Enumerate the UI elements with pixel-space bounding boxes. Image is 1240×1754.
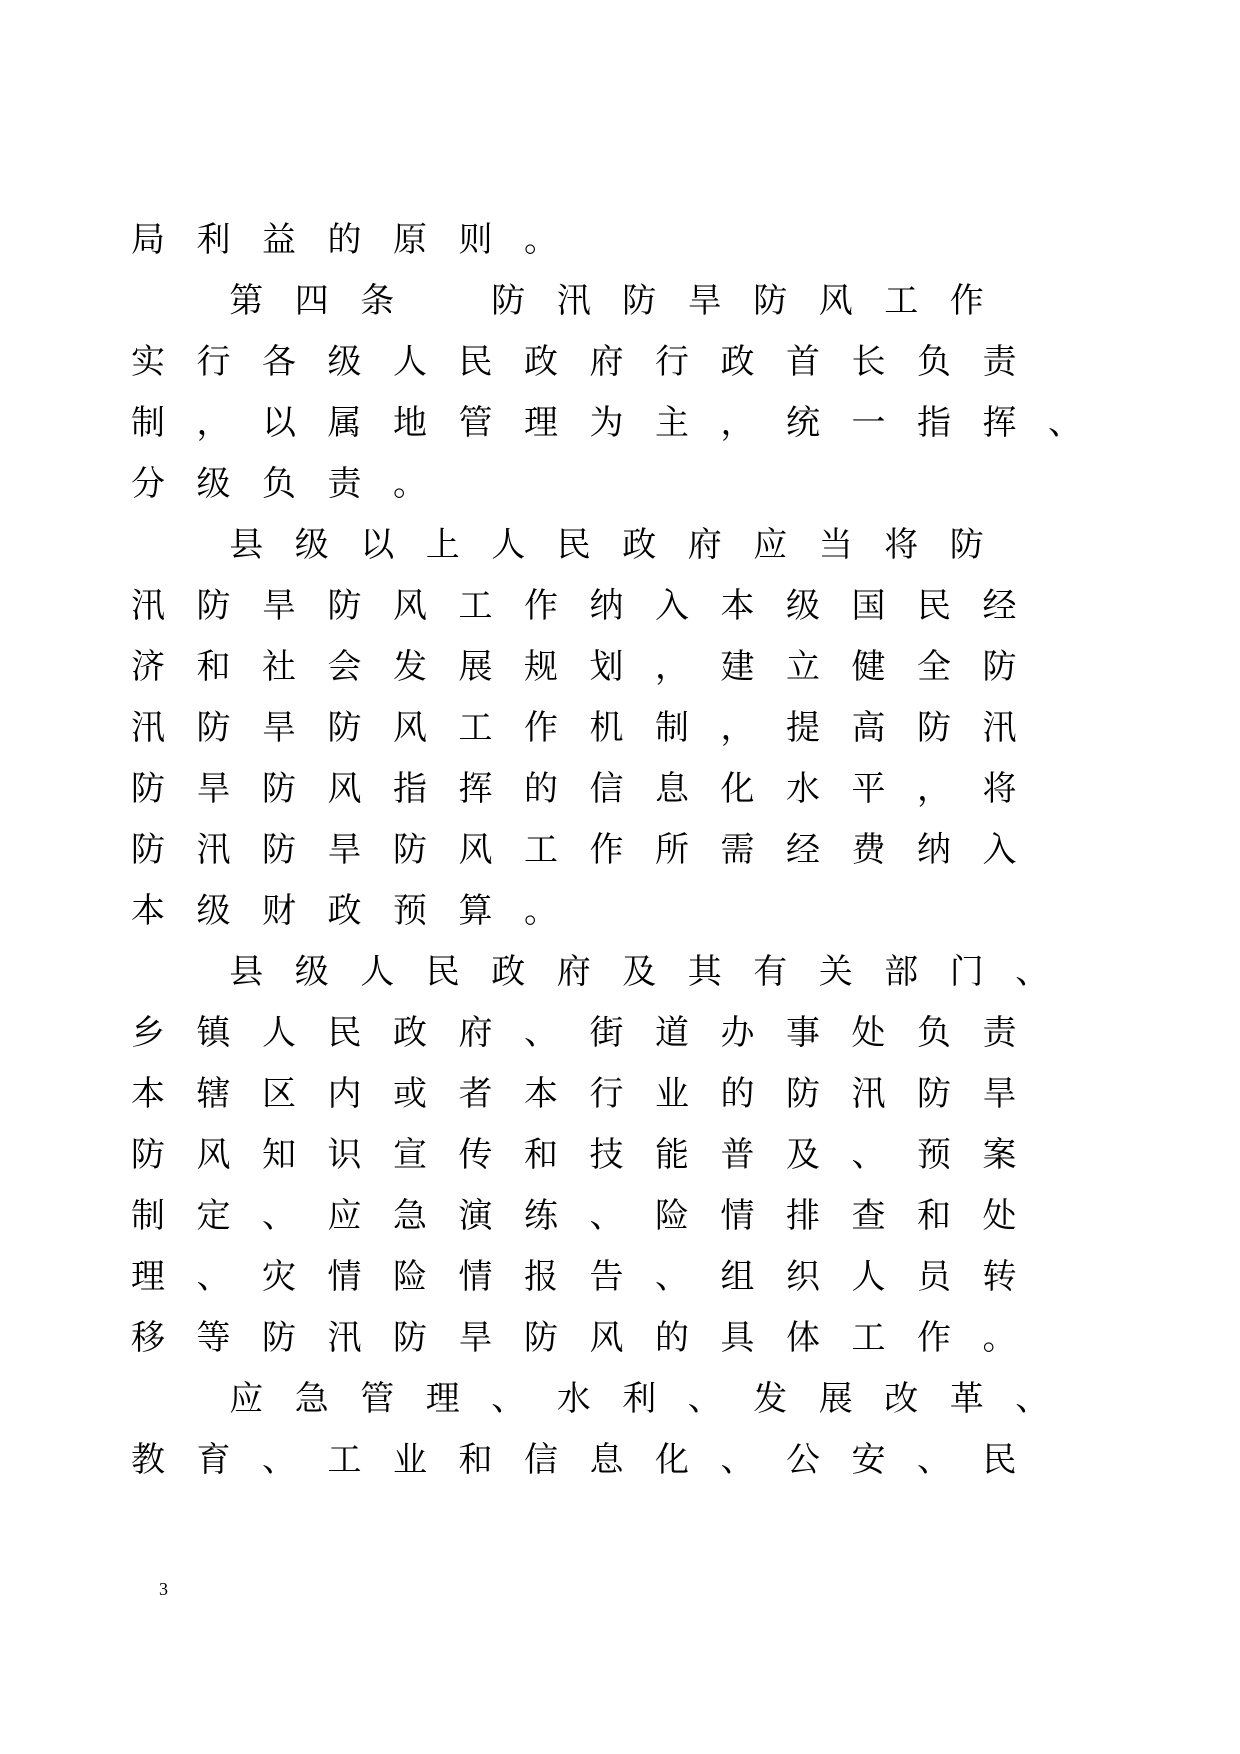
text-char: 统: [786, 403, 820, 443]
text-char: 革: [949, 1379, 984, 1419]
text-char: 政: [393, 1013, 427, 1053]
text-line: [0, 1246, 1240, 1308]
text-char: 指: [917, 403, 951, 443]
text-char: 建: [720, 647, 755, 687]
text-char: 利: [196, 220, 231, 260]
text-char: 水: [556, 1379, 591, 1419]
text-char: 其: [687, 952, 722, 992]
text-char: 本: [131, 891, 165, 931]
text-char: 理: [131, 1257, 165, 1297]
text-char: 息: [655, 769, 689, 809]
text-char: 防: [491, 281, 526, 321]
text-char: 制: [655, 708, 689, 748]
text-char: 办: [720, 1013, 755, 1053]
text-char: 风: [196, 1135, 231, 1175]
text-char: 道: [655, 1013, 689, 1053]
text-char: 汛: [851, 1074, 886, 1114]
text-char: 政: [491, 952, 526, 992]
text-char: 汛: [982, 708, 1017, 748]
text-char: 内: [327, 1074, 362, 1114]
text-char: 府: [556, 952, 591, 992]
text-char: [413, 270, 473, 332]
text-char: 政: [720, 342, 755, 382]
text-char: 防: [393, 1318, 427, 1358]
text-char: 化: [655, 1440, 689, 1480]
text-char: 行: [655, 342, 689, 382]
text-char: 则: [458, 220, 493, 260]
text-char: 、: [524, 1013, 558, 1053]
text-char: 以: [360, 525, 395, 565]
text-char: 防: [262, 830, 296, 870]
text-char: 辖: [196, 1074, 231, 1114]
text-char: 急: [393, 1196, 427, 1236]
text-char: 教: [131, 1440, 165, 1480]
text-char: ，: [196, 403, 231, 443]
text-char: 宣: [393, 1135, 427, 1175]
text-char: 处: [851, 1013, 886, 1053]
text-line: [0, 270, 1240, 332]
text-char: 预: [917, 1135, 951, 1175]
text-char: 。: [393, 464, 427, 504]
text-char: 的: [720, 1074, 755, 1114]
text-char: 镇: [196, 1013, 231, 1053]
text-char: 社: [262, 647, 296, 687]
text-char: 级: [196, 464, 231, 504]
text-char: 工: [851, 1318, 886, 1358]
text-char: 、: [851, 1135, 886, 1175]
text-char: 防: [949, 525, 984, 565]
text-line: [0, 1368, 1240, 1430]
text-char: 防: [196, 586, 231, 626]
text-char: 民: [556, 525, 591, 565]
text-line: [0, 636, 1240, 698]
text-char: 级: [294, 952, 329, 992]
text-char: 案: [982, 1135, 1017, 1175]
text-char: 防: [982, 647, 1017, 687]
text-char: 人: [491, 525, 526, 565]
text-char: 汛: [131, 708, 165, 748]
text-char: 练: [524, 1196, 558, 1236]
text-char: 分: [131, 464, 165, 504]
text-char: 。: [524, 891, 558, 931]
text-char: 定: [196, 1196, 231, 1236]
text-char: 制: [131, 403, 165, 443]
text-char: 具: [720, 1318, 755, 1358]
text-char: 划: [589, 647, 624, 687]
text-char: 民: [458, 342, 493, 382]
text-char: 上: [425, 525, 460, 565]
text-char: 本: [524, 1074, 558, 1114]
text-char: 水: [786, 769, 820, 809]
text-char: 提: [786, 708, 820, 748]
text-char: 旱: [687, 281, 722, 321]
text-char: 、: [917, 1440, 951, 1480]
text-char: 立: [786, 647, 820, 687]
text-char: 体: [786, 1318, 820, 1358]
text-line: [0, 392, 1240, 454]
text-line: [0, 514, 1240, 576]
text-char: 旱: [262, 708, 296, 748]
text-char: 民: [327, 1013, 362, 1053]
text-line: [0, 880, 1240, 942]
text-char: 或: [393, 1074, 427, 1114]
text-char: 所: [655, 830, 689, 870]
text-char: 、: [1015, 952, 1050, 992]
text-char: 旱: [196, 769, 231, 809]
text-char: 国: [851, 586, 886, 626]
text-char: 一: [851, 403, 886, 443]
text-char: 人: [262, 1013, 296, 1053]
text-char: 发: [753, 1379, 788, 1419]
text-char: 防: [196, 708, 231, 748]
text-char: 工: [524, 830, 558, 870]
text-char: 的: [524, 769, 558, 809]
text-char: 将: [884, 525, 919, 565]
text-char: 防: [786, 1074, 820, 1114]
text-char: 当: [818, 525, 853, 565]
text-char: 作: [524, 708, 558, 748]
text-line: [0, 1124, 1240, 1186]
text-char: 作: [524, 586, 558, 626]
text-char: 益: [262, 220, 296, 260]
text-char: 险: [655, 1196, 689, 1236]
text-char: 应: [229, 1379, 264, 1419]
text-char: 化: [720, 769, 755, 809]
text-char: 和: [917, 1196, 951, 1236]
text-char: 财: [262, 891, 296, 931]
text-char: 防: [262, 769, 296, 809]
text-char: 展: [458, 647, 493, 687]
text-char: 部: [884, 952, 919, 992]
text-char: 街: [589, 1013, 624, 1053]
text-char: 负: [917, 1013, 951, 1053]
text-char: 政: [327, 891, 362, 931]
text-char: 急: [294, 1379, 329, 1419]
text-char: 。: [982, 1318, 1017, 1358]
text-char: 、: [262, 1196, 296, 1236]
text-char: 入: [982, 830, 1017, 870]
text-char: 、: [1048, 403, 1082, 443]
text-char: 防: [327, 586, 362, 626]
text-char: 防: [131, 769, 165, 809]
text-char: 普: [720, 1135, 755, 1175]
text-char: 防: [131, 830, 165, 870]
text-char: 处: [982, 1196, 1017, 1236]
text-char: 实: [131, 342, 165, 382]
text-char: 、: [1015, 1379, 1050, 1419]
text-char: 的: [655, 1318, 689, 1358]
text-char: 应: [327, 1196, 362, 1236]
text-char: 首: [786, 342, 820, 382]
text-char: 级: [294, 525, 329, 565]
text-char: 、: [196, 1257, 231, 1297]
text-char: 级: [786, 586, 820, 626]
text-char: 经: [982, 586, 1017, 626]
text-char: 作: [949, 281, 984, 321]
text-char: 防: [524, 1318, 558, 1358]
text-char: 经: [786, 830, 820, 870]
text-line: [0, 1307, 1240, 1369]
text-char: 门: [949, 952, 984, 992]
text-char: 风: [393, 586, 427, 626]
text-line: [0, 1429, 1240, 1491]
text-char: ，: [917, 769, 951, 809]
text-char: 本: [131, 1074, 165, 1114]
text-char: 防: [327, 708, 362, 748]
text-char: 旱: [982, 1074, 1017, 1114]
text-char: 高: [851, 708, 886, 748]
text-char: 挥: [458, 769, 493, 809]
text-char: 及: [786, 1135, 820, 1175]
text-char: 防: [131, 1135, 165, 1175]
text-char: 主: [655, 403, 689, 443]
text-char: 技: [589, 1135, 624, 1175]
text-char: 级: [327, 342, 362, 382]
text-char: ，: [720, 403, 755, 443]
text-char: 知: [262, 1135, 296, 1175]
text-line: [0, 453, 1240, 515]
text-char: 关: [818, 952, 853, 992]
text-char: 公: [786, 1440, 820, 1480]
text-line: [0, 1063, 1240, 1125]
text-char: 本: [720, 586, 755, 626]
text-char: 防: [917, 1074, 951, 1114]
text-line: [0, 758, 1240, 820]
text-char: 旱: [458, 1318, 493, 1358]
text-line: [0, 1185, 1240, 1247]
text-line: [0, 941, 1240, 1003]
text-char: 地: [393, 403, 427, 443]
text-char: 防: [393, 830, 427, 870]
text-char: 汛: [327, 1318, 362, 1358]
text-char: 等: [196, 1318, 231, 1358]
text-char: 报: [524, 1257, 558, 1297]
text-char: 理: [524, 403, 558, 443]
text-char: 改: [884, 1379, 919, 1419]
text-char: 负: [917, 342, 951, 382]
text-char: 育: [196, 1440, 231, 1480]
text-char: 民: [982, 1440, 1017, 1480]
text-line: [0, 575, 1240, 637]
text-char: 工: [327, 1440, 362, 1480]
text-char: 能: [655, 1135, 689, 1175]
text-char: 防: [262, 1318, 296, 1358]
text-char: 机: [589, 708, 624, 748]
text-char: 风: [589, 1318, 624, 1358]
text-char: 需: [720, 830, 755, 870]
text-char: 、: [720, 1440, 755, 1480]
text-char: 责: [982, 1013, 1017, 1053]
text-line: [0, 209, 1240, 271]
text-char: 制: [131, 1196, 165, 1236]
text-char: 风: [393, 708, 427, 748]
text-char: 、: [655, 1257, 689, 1297]
text-char: 将: [982, 769, 1017, 809]
text-char: 预: [393, 891, 427, 931]
text-char: 负: [262, 464, 296, 504]
text-char: 县: [229, 525, 264, 565]
text-char: 情: [458, 1257, 493, 1297]
text-char: 民: [917, 586, 951, 626]
text-char: ，: [720, 708, 755, 748]
text-char: 展: [818, 1379, 853, 1419]
text-char: 工: [458, 586, 493, 626]
text-char: 属: [327, 403, 362, 443]
text-char: 管: [360, 1379, 395, 1419]
text-char: 事: [786, 1013, 820, 1053]
text-char: 入: [655, 586, 689, 626]
text-char: 及: [622, 952, 657, 992]
text-char: 情: [327, 1257, 362, 1297]
text-char: 演: [458, 1196, 493, 1236]
text-char: 行: [196, 342, 231, 382]
text-char: 费: [851, 830, 886, 870]
text-char: 人: [393, 342, 427, 382]
text-char: 各: [262, 342, 296, 382]
text-char: 县: [229, 952, 264, 992]
text-char: 政: [622, 525, 657, 565]
text-char: 级: [196, 891, 231, 931]
text-char: 第: [229, 281, 264, 321]
text-char: 的: [327, 220, 362, 260]
text-char: 发: [393, 647, 427, 687]
text-char: 业: [393, 1440, 427, 1480]
text-char: 情: [720, 1196, 755, 1236]
text-char: 作: [589, 830, 624, 870]
text-char: 为: [589, 403, 624, 443]
text-char: 告: [589, 1257, 624, 1297]
text-char: 以: [262, 403, 296, 443]
text-char: 规: [524, 647, 558, 687]
text-char: 人: [360, 952, 395, 992]
text-char: 转: [982, 1257, 1017, 1297]
text-char: 府: [458, 1013, 493, 1053]
text-char: 作: [917, 1318, 951, 1358]
text-char: 民: [425, 952, 460, 992]
text-char: 息: [589, 1440, 624, 1480]
text-char: 济: [131, 647, 165, 687]
text-char: 汛: [131, 586, 165, 626]
text-char: 风: [327, 769, 362, 809]
text-char: 长: [851, 342, 886, 382]
text-char: 纳: [589, 586, 624, 626]
text-char: 健: [851, 647, 886, 687]
text-char: 风: [818, 281, 853, 321]
text-line: [0, 819, 1240, 881]
text-char: 局: [131, 220, 165, 260]
text-char: 挥: [982, 403, 1017, 443]
text-char: 信: [589, 769, 624, 809]
text-char: 传: [458, 1135, 493, 1175]
text-char: 行: [589, 1074, 624, 1114]
text-char: 条: [360, 281, 395, 321]
text-char: 和: [524, 1135, 558, 1175]
text-char: 原: [393, 220, 427, 260]
text-char: 员: [917, 1257, 951, 1297]
text-char: ，: [655, 647, 689, 687]
text-char: 风: [458, 830, 493, 870]
text-char: 算: [458, 891, 493, 931]
text-char: 信: [524, 1440, 558, 1480]
text-char: 管: [458, 403, 493, 443]
text-char: 者: [458, 1074, 493, 1114]
text-char: 会: [327, 647, 362, 687]
text-char: 和: [458, 1440, 493, 1480]
text-char: 纳: [917, 830, 951, 870]
text-char: 和: [196, 647, 231, 687]
text-char: 排: [786, 1196, 820, 1236]
text-char: 有: [753, 952, 788, 992]
text-char: 理: [425, 1379, 460, 1419]
text-char: 全: [917, 647, 951, 687]
text-char: 政: [524, 342, 558, 382]
text-char: 查: [851, 1196, 886, 1236]
text-char: 责: [327, 464, 362, 504]
text-line: [0, 697, 1240, 759]
text-line: [0, 331, 1240, 393]
text-char: 、: [262, 1440, 296, 1480]
text-char: 移: [131, 1318, 165, 1358]
text-char: 防: [753, 281, 788, 321]
text-char: 旱: [327, 830, 362, 870]
text-char: 区: [262, 1074, 296, 1114]
text-char: 。: [524, 220, 558, 260]
text-char: 防: [917, 708, 951, 748]
text-char: 工: [458, 708, 493, 748]
text-char: 、: [589, 1196, 624, 1236]
text-char: 、: [687, 1379, 722, 1419]
text-char: 组: [720, 1257, 755, 1297]
text-char: 工: [884, 281, 919, 321]
text-char: 府: [589, 342, 624, 382]
text-char: 业: [655, 1074, 689, 1114]
text-char: 责: [982, 342, 1017, 382]
text-char: 平: [851, 769, 886, 809]
text-char: 人: [851, 1257, 886, 1297]
text-line: [0, 1002, 1240, 1064]
page-number: 3: [159, 1579, 168, 1599]
text-char: 四: [294, 281, 329, 321]
text-char: 汛: [196, 830, 231, 870]
text-char: 险: [393, 1257, 427, 1297]
text-char: 灾: [262, 1257, 296, 1297]
text-char: 安: [851, 1440, 886, 1480]
text-char: 指: [393, 769, 427, 809]
text-char: 旱: [262, 586, 296, 626]
text-char: 利: [622, 1379, 657, 1419]
text-char: 汛: [556, 281, 591, 321]
text-char: 识: [327, 1135, 362, 1175]
text-char: 织: [786, 1257, 820, 1297]
text-char: 乡: [131, 1013, 165, 1053]
text-char: 应: [753, 525, 788, 565]
text-char: 防: [622, 281, 657, 321]
text-char: 、: [491, 1379, 526, 1419]
text-char: 府: [687, 525, 722, 565]
